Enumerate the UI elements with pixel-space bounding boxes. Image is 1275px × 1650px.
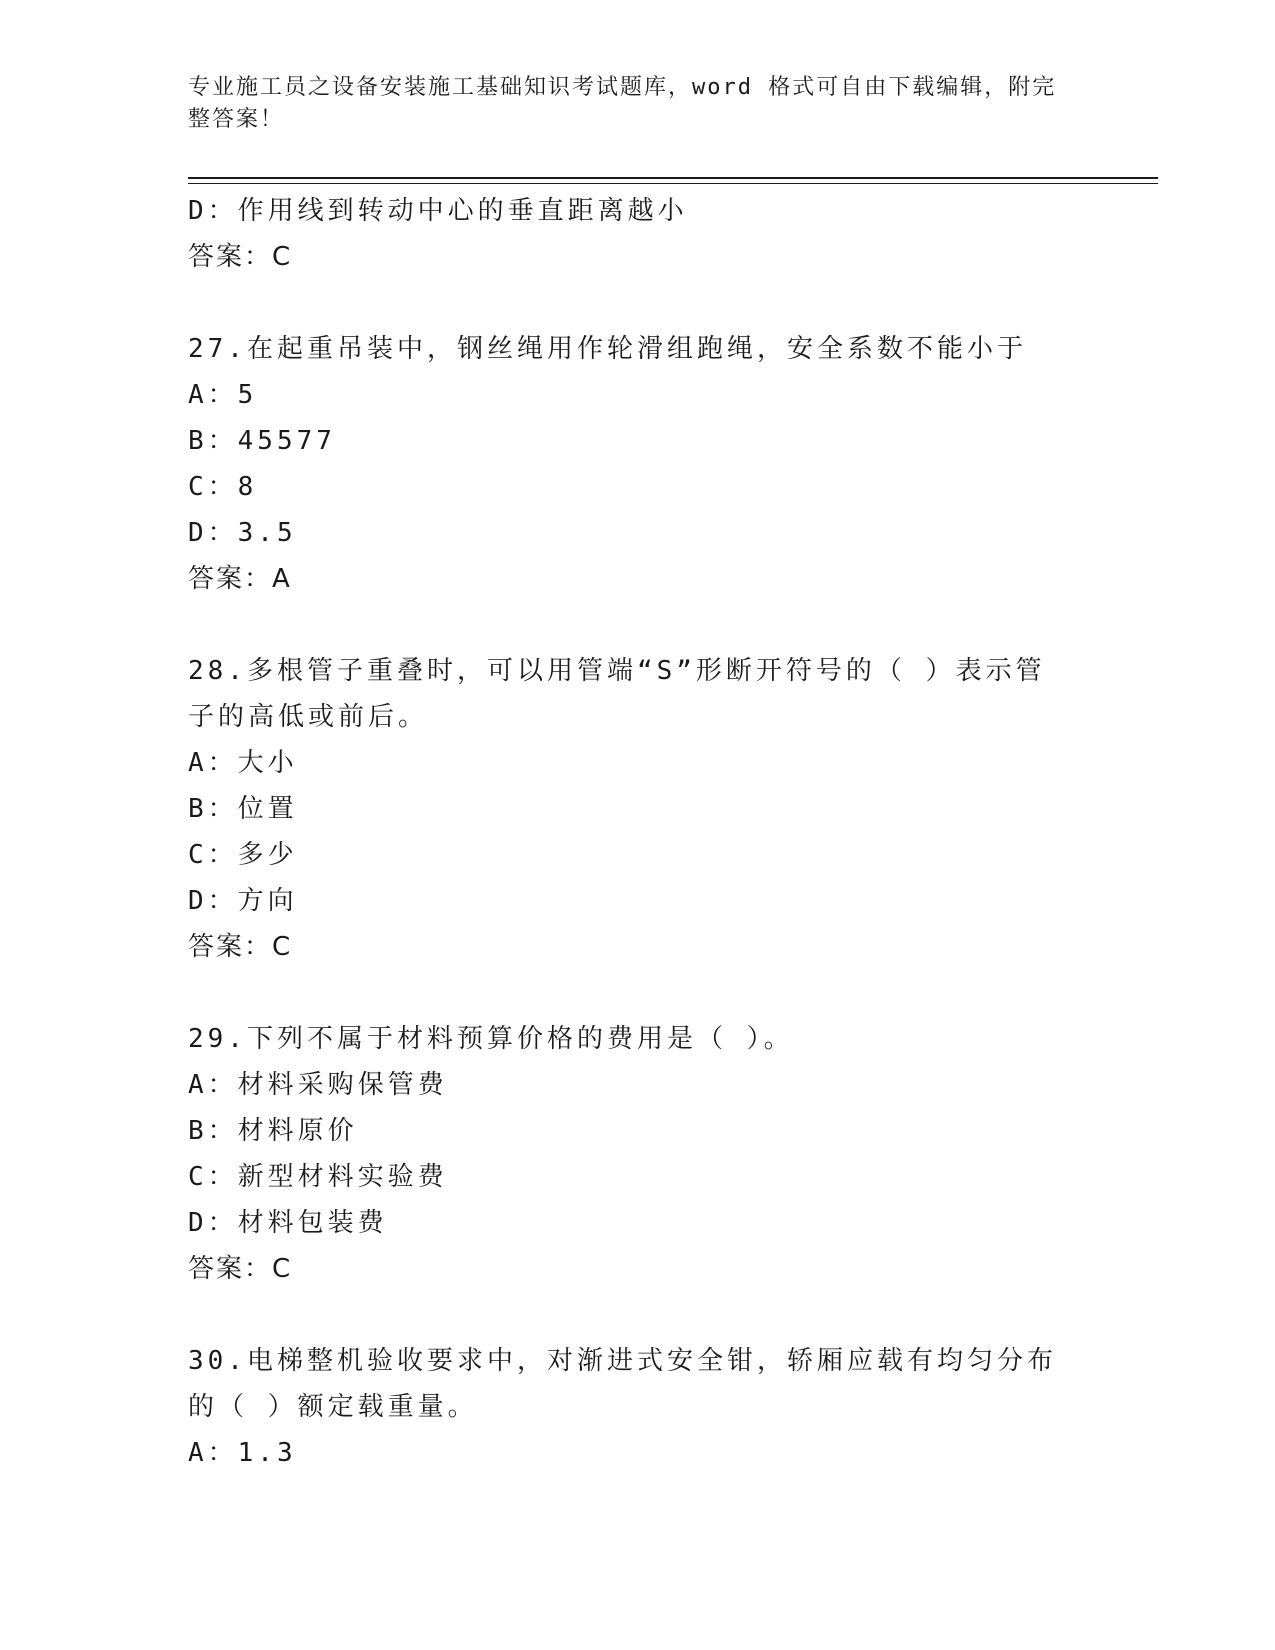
question-stem: 29.下列不属于材料预算价格的费用是（ ）。 (188, 1024, 794, 1054)
question-27 (188, 326, 1088, 602)
page-header: 专业施工员之设备安装施工基础知识考试题库，word 格式可自由下载编辑，附完整答案！ (188, 75, 1057, 132)
answer-line: 答案：A (188, 564, 292, 594)
answer-line: 答案：C (188, 242, 293, 272)
option-c: C：8 (188, 472, 258, 502)
option-d: D：材料包装费 (188, 1208, 388, 1238)
question-stem: 27.在起重吊装中，钢丝绳用作轮滑组跑绳，安全系数不能小于 (188, 334, 1027, 364)
question-28 (188, 648, 1088, 970)
option-b: B：位置 (188, 794, 298, 824)
option-c: C：新型材料实验费 (188, 1162, 448, 1192)
option-b: B：材料原价 (188, 1116, 358, 1146)
option-d: D：方向 (188, 886, 298, 916)
option-c: C：多少 (188, 840, 298, 870)
question-list (188, 188, 1088, 1476)
option-a: A：材料采购保管费 (188, 1070, 448, 1100)
header-divider-thick (188, 177, 1158, 179)
answer-line: 答案：C (188, 932, 293, 962)
option-a: A：大小 (188, 748, 298, 778)
question-29 (188, 1016, 1088, 1292)
question-30 (188, 1338, 1088, 1476)
question-stem: 30.电梯整机验收要求中，对渐进式安全钳，轿厢应载有均匀分布的（ ）额定载重量。 (188, 1346, 1057, 1422)
option-a: A：1.3 (188, 1438, 297, 1468)
answer-line: 答案：C (188, 1254, 293, 1284)
question-26-fragment (188, 188, 1088, 280)
header-divider-thin (188, 183, 1158, 184)
option-d: D：3.5 (188, 518, 297, 548)
question-stem: 28.多根管子重叠时，可以用管端“S”形断开符号的（ ）表示管子的高低或前后。 (188, 656, 1046, 732)
option-d: D：作用线到转动中心的垂直距离越小 (188, 196, 688, 226)
option-b: B：45577 (188, 426, 336, 456)
option-a: A：5 (188, 380, 258, 410)
